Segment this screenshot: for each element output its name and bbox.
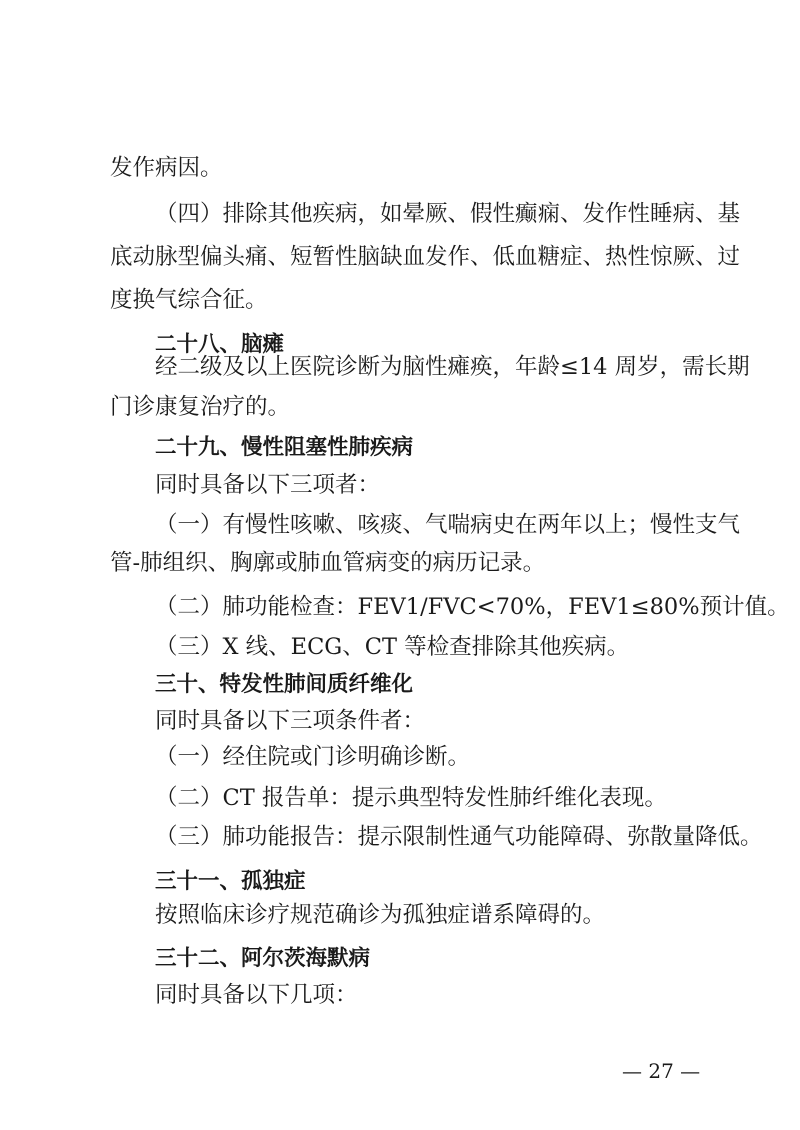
paragraph-line: 底动脉型偏头痛、短暂性脑缺血发作、低血糖症、热性惊厥、过 bbox=[110, 244, 741, 270]
paragraph-line: 门诊康复治疗的。 bbox=[110, 394, 291, 420]
paragraph-line: 按照临床诊疗规范确诊为孤独症谱系障碍的。 bbox=[155, 902, 606, 928]
section-heading: 三十、特发性肺间质纤维化 bbox=[155, 672, 414, 697]
section-heading: 三十一、孤独症 bbox=[155, 869, 306, 894]
page-number: — 27 — bbox=[622, 1059, 701, 1083]
paragraph-line: （二）肺功能检查：FEV1/FVC<70%，FEV1≤80%预计值。 bbox=[155, 594, 790, 620]
paragraph-line: （三）X 线、ECG、CT 等检查排除其他疾病。 bbox=[155, 634, 630, 660]
section-heading: 三十二、阿尔茨海默病 bbox=[155, 946, 371, 971]
paragraph-line: 同时具备以下三项者： bbox=[155, 472, 381, 498]
paragraph-line: 度换气综合征。 bbox=[110, 287, 268, 313]
paragraph-line: 发作病因。 bbox=[110, 155, 223, 181]
paragraph-line: 同时具备以下几项： bbox=[155, 982, 358, 1008]
paragraph-line: （一）有慢性咳嗽、咳痰、气喘病史在两年以上；慢性支气 bbox=[155, 512, 741, 538]
paragraph-line: （一）经住院或门诊明确诊断。 bbox=[155, 744, 471, 770]
paragraph-line: 同时具备以下三项条件者： bbox=[155, 708, 426, 734]
paragraph-line: （四）排除其他疾病，如晕厥、假性癫痫、发作性睡病、基 bbox=[155, 201, 741, 227]
paragraph-line: （二）CT 报告单：提示典型特发性肺纤维化表现。 bbox=[155, 785, 667, 811]
paragraph-line: 经二级及以上医院诊断为脑性瘫痪，年龄≤14 周岁，需长期 bbox=[155, 354, 750, 380]
paragraph-line: 管-肺组织、胸廓或肺血管病变的病历记录。 bbox=[110, 550, 546, 576]
paragraph-line: （三）肺功能报告：提示限制性通气功能障碍、弥散量降低。 bbox=[155, 824, 763, 850]
section-heading: 二十八、脑瘫 bbox=[155, 332, 285, 357]
section-heading: 二十九、慢性阻塞性肺疾病 bbox=[155, 435, 414, 460]
